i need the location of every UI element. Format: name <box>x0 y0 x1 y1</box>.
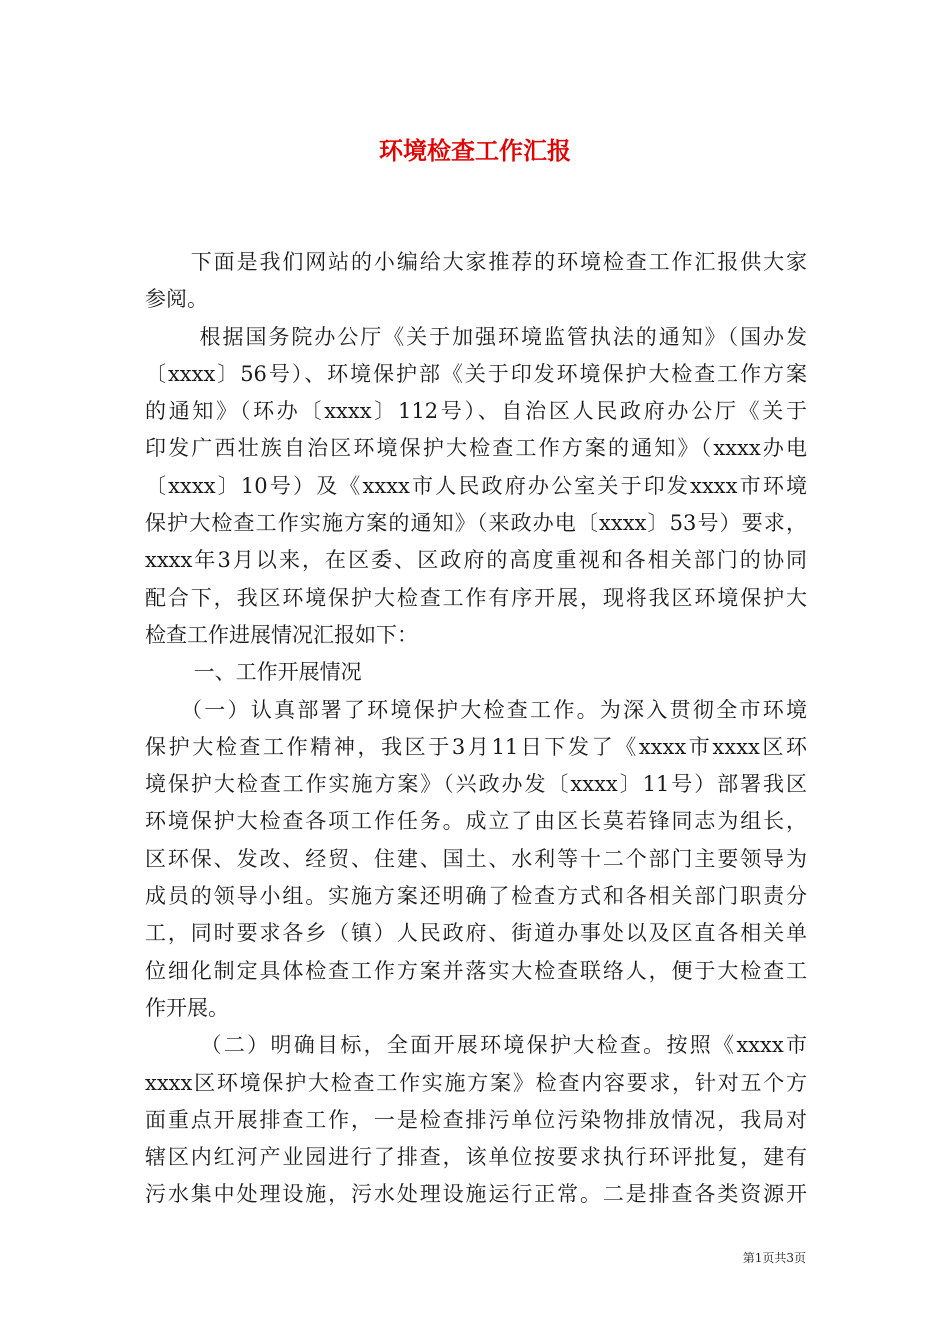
text-line: 保护大检查工作实施方案的通知》（来政办电〔xxxx〕53号）要求， <box>145 511 807 536</box>
text-line: 一、工作开展情况 <box>145 660 362 685</box>
document-body <box>145 244 807 1214</box>
text-line: xxxx年3月以来，在区委、区政府的高度重视和各相关部门的协同 <box>145 548 807 573</box>
text-line: 作开展。 <box>145 995 229 1020</box>
text-line: 的通知》（环办〔xxxx〕112号）、自治区人民政府办公厅《关于 <box>145 399 807 424</box>
text-line: 根据国务院办公厅《关于加强环境监管执法的通知》（国办发 <box>145 324 807 349</box>
text-line: 境保护大检查工作实施方案》（兴政办发〔xxxx〕11号）部署我区 <box>145 772 807 797</box>
text-line: xxxx区环境保护大检查工作实施方案》检查内容要求，针对五个方 <box>145 1070 807 1095</box>
text-line: 环境保护大检查各项工作任务。成立了由区长莫若锋同志为组长， <box>145 809 807 834</box>
text-line: 下面是我们网站的小编给大家推荐的环境检查工作汇报供大家 <box>145 250 807 274</box>
text-line: 〔xxxx〕56号）、环境保护部《关于印发环境保护大检查工作方案 <box>145 361 807 386</box>
text-line: 面重点开展排查工作，一是检查排污单位污染物排放情况，我局对 <box>145 1107 807 1132</box>
text-line: 检查工作进展情况汇报如下： <box>145 622 418 647</box>
text-line: 位细化制定具体检查工作方案并落实大检查联络人，便于大检查工 <box>145 958 807 983</box>
text-line: 成员的领导小组。实施方案还明确了检查方式和各相关部门职责分 <box>145 884 807 909</box>
text-line: 辖区内红河产业园进行了排查，该单位按要求执行环评批复，建有 <box>145 1145 807 1170</box>
text-line: 污水集中处理设施，污水处理设施运行正常。二是排查各类资源开 <box>145 1182 807 1207</box>
text-line: （一）认真部署了环境保护大检查工作。为深入贯彻全市环境 <box>145 697 807 722</box>
text-line: 〔xxxx〕10号）及《xxxx市人民政府办公室关于印发xxxx市环境 <box>145 473 807 498</box>
text-line: 保护大检查工作精神，我区于3月11日下发了《xxxx市xxxx区环 <box>145 734 807 759</box>
document-title: 环境检查工作汇报 <box>379 136 571 165</box>
text-line: 配合下，我区环境保护大检查工作有序开展，现将我区环境保护大 <box>145 585 807 610</box>
text-line: 印发广西壮族自治区环境保护大检查工作方案的通知》（xxxx办电 <box>145 436 807 461</box>
text-line: 区环保、发改、经贸、住建、国土、水利等十二个部门主要领导为 <box>145 846 807 871</box>
text-line: 工，同时要求各乡（镇）人民政府、街道办事处以及区直各相关单 <box>145 921 807 946</box>
text-line: 参阅。 <box>145 287 208 312</box>
page-number: 第1页共3页 <box>742 1251 806 1265</box>
text-line: （二）明确目标，全面开展环境保护大检查。按照《xxxx市 <box>145 1033 807 1058</box>
